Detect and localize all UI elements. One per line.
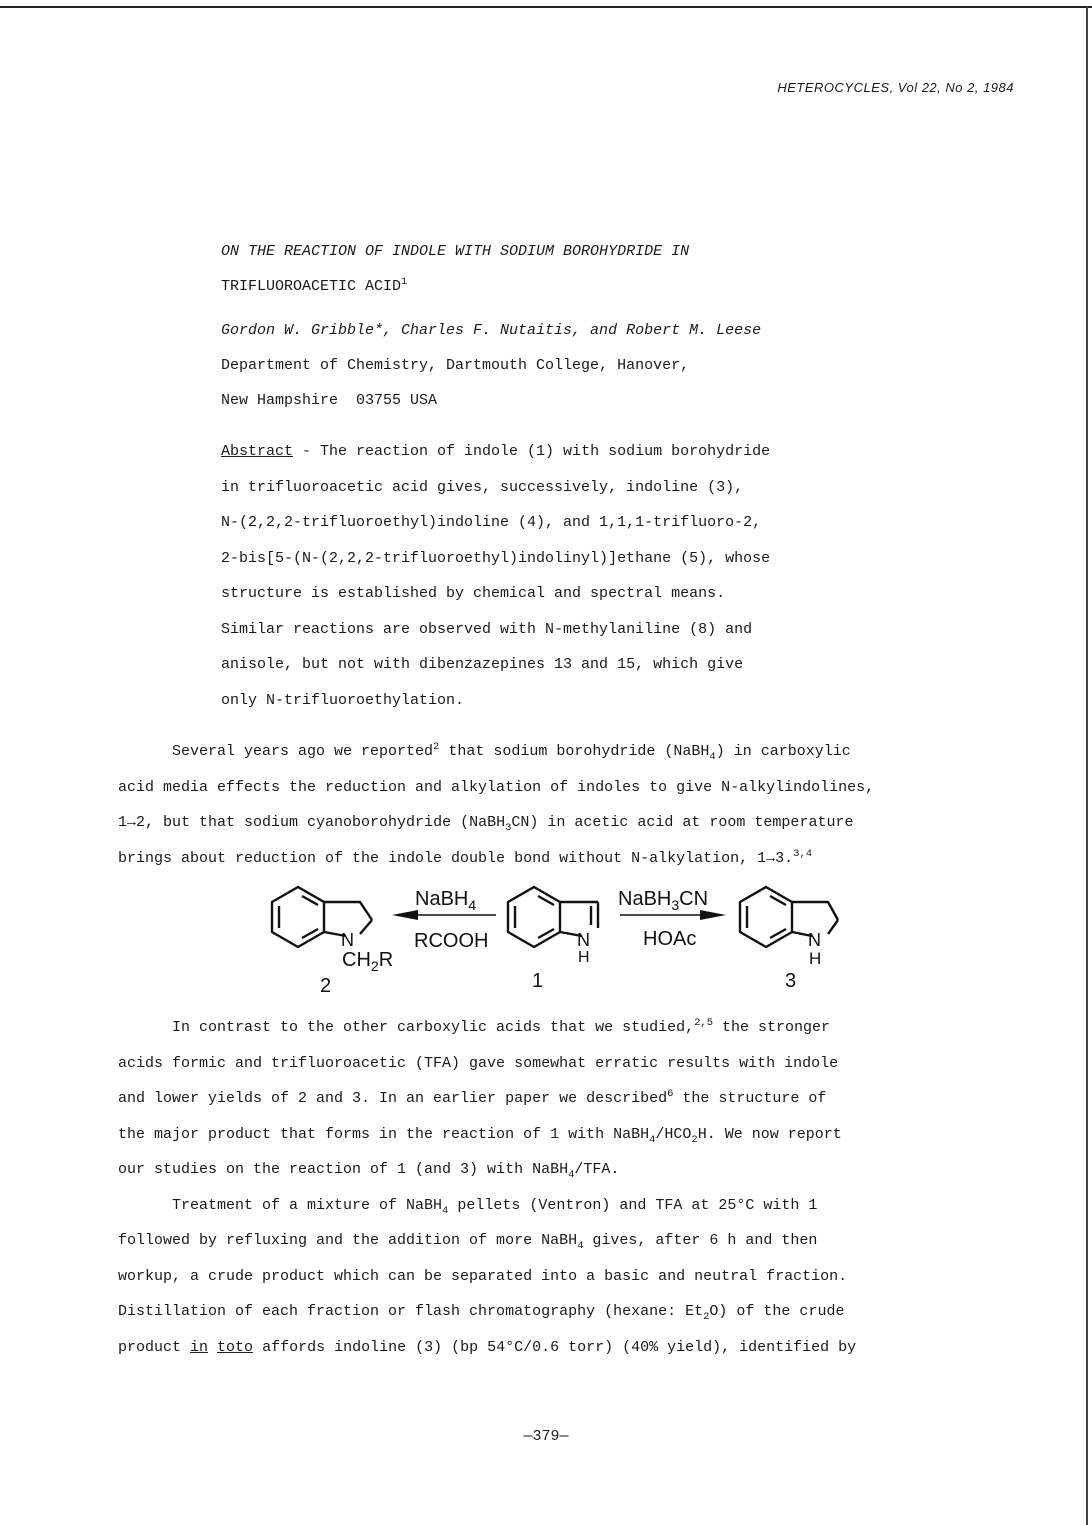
p3-l1-sub: 4 — [442, 1204, 449, 1217]
p2-line-1 — [118, 1010, 856, 1046]
p1-line-3 — [118, 805, 874, 841]
p1-l1-sup: 2 — [433, 741, 440, 753]
p3-l5b: affords indoline (3) (bp 54°C/0.6 torr) (40% yield), identified by — [253, 1338, 857, 1356]
p3-l4a: Distillation of each fraction or flash chromatography (hexane: Et — [118, 1303, 704, 1320]
abstract-line-8: only N-trifluoroethylation. — [221, 691, 465, 709]
p1-l4b: 1→3 — [757, 849, 785, 867]
abstract-line-6: Similar reactions are observed with N-methylaniline (8) and — [221, 620, 753, 638]
compound-label-2: 2 — [320, 975, 332, 997]
molecule-3-structure — [740, 887, 838, 947]
p3-in: in — [190, 1338, 209, 1356]
abstract-line-4: 2-bis[5-(N-(2,2,2-trifluoroethyl)indolinyl)]ethane (5), whose — [221, 549, 771, 567]
right-rule — [1086, 6, 1088, 1525]
p1-l4c: . — [784, 849, 794, 867]
reaction-scheme — [250, 872, 850, 1002]
p3-l4-sub: 2 — [703, 1311, 710, 1323]
molecule-2-structure — [272, 887, 372, 947]
p2-l4-sub2: 2 — [691, 1133, 698, 1146]
p1-l1-sub: 4 — [709, 751, 716, 763]
p3-l2a: followed by refluxing and the addition of more NaBH — [118, 1232, 578, 1249]
p2-l3b: the structure of — [673, 1090, 827, 1107]
p2-l1-sup: 2,5 — [694, 1017, 713, 1029]
p3-line-5 — [118, 1330, 856, 1366]
p1-l4-sup: 3,4 — [793, 847, 813, 860]
p2-l1a: In contrast to the other carboxylic acids that we studied, — [172, 1019, 695, 1036]
compound-label-1: 1 — [532, 970, 544, 992]
p2-l5-sub: 4 — [568, 1169, 575, 1181]
paragraph-2 — [118, 1010, 856, 1365]
molecule-1-n: N — [577, 930, 590, 950]
abstract-line — [221, 434, 891, 470]
p2-l4a: the major product that forms in the reaction of 1 with NaBH — [118, 1125, 650, 1143]
affiliation-line-2: New Hampshire 03755 USA — [221, 392, 438, 409]
p1-line-4 — [118, 841, 874, 877]
p2-l4c: H. We now report — [697, 1125, 842, 1143]
article-title — [221, 234, 689, 304]
p3-l1a: Treatment of a mixture of NaBH — [172, 1196, 443, 1214]
title-line-2-text: TRIFLUOROACETIC ACID — [221, 278, 402, 295]
author-names: Gordon W. Gribble*, Charles F. Nutaitis, and Robert M. Leese — [221, 322, 762, 339]
p3-l2b: gives, after 6 h and then — [583, 1232, 818, 1249]
p1-l3b: , but that sodium cyanoborohydride (NaBH — [145, 814, 506, 831]
paragraph-1 — [118, 734, 874, 876]
abstract-line-2: in trifluoroacetic acid gives, successively, indoline (3), — [221, 478, 744, 496]
p1-line-1 — [118, 734, 874, 770]
p3-l2-sub: 4 — [577, 1240, 584, 1252]
p2-line-3 — [118, 1081, 856, 1117]
left-reagent-bottom: RCOOH — [414, 930, 489, 952]
molecule-1-h: H — [578, 949, 590, 966]
title-line-2 — [221, 269, 689, 304]
p1-l1a: Several years ago we reported — [172, 743, 434, 760]
affiliation-line-1: Department of Chemistry, Dartmouth College, Hanover, — [221, 357, 690, 374]
p3-l5a: product — [118, 1338, 191, 1356]
p2-line-4 — [118, 1117, 856, 1153]
p3-line-4 — [118, 1294, 856, 1330]
right-reagent-bottom: HOAc — [643, 928, 697, 950]
p1-l3-sub: 3 — [505, 822, 512, 834]
abstract-line-5: structure is established by chemical and spectral means. — [221, 585, 726, 602]
p1-l1c: ) in carboxylic — [715, 743, 851, 760]
p2-l1b: the stronger — [713, 1019, 831, 1036]
p3-space — [208, 1339, 217, 1356]
left-reagent-top: NaBH$_4$ — [415, 888, 477, 913]
left-arrow — [392, 910, 496, 920]
molecule-3-n: N — [808, 930, 821, 950]
p2-l5a: our studies on the reaction of 1 (and 3) with NaBH — [118, 1161, 569, 1178]
p1-l4a: brings about reduction of the indole double bond without N-alkylation, — [118, 849, 758, 867]
p2-l3a: and lower yields of 2 and 3. In an earlier paper we described — [118, 1090, 668, 1107]
p3-line-1 — [118, 1188, 856, 1224]
right-reagent-top: NaBH$_3$CN — [618, 888, 709, 913]
author-block — [221, 313, 761, 418]
p3-line-2 — [118, 1223, 856, 1259]
top-rule — [0, 6, 1092, 8]
molecule-2-substituent: $CH_2R$ — [342, 949, 394, 974]
p3-l1b: pellets (Ventron) and TFA at 25°C with 1 — [448, 1196, 818, 1214]
molecule-2-n: N — [341, 930, 354, 950]
p2-l4-sub1: 4 — [649, 1133, 656, 1146]
p2-line-2: acids formic and trifluoroacetic (TFA) gave somewhat erratic results with indole — [118, 1054, 839, 1072]
compound-label-3: 3 — [785, 970, 797, 992]
p2-line-5 — [118, 1152, 856, 1188]
p1-l3a: 1→2 — [118, 814, 146, 831]
page-number: —379— — [523, 1428, 569, 1445]
p3-l4b: O) of the crude — [709, 1303, 845, 1320]
p2-l5b: /TFA. — [574, 1161, 620, 1178]
p1-line-2: acid media effects the reduction and alkylation of indoles to give N-alkylindolines, — [118, 778, 875, 796]
p1-l3c: CN) in acetic acid at room temperature — [511, 814, 854, 831]
abstract-label: Abstract — [221, 443, 294, 460]
molecule-3-h: H — [809, 949, 822, 968]
abstract-line-1: - The reaction of indole (1) with sodium borohydride — [293, 443, 771, 460]
abstract-line-7: anisole, but not with dibenzazepines 13 and 15, which give — [221, 656, 744, 673]
title-line-1: ON THE REACTION OF INDOLE WITH SODIUM BOROHYDRIDE IN — [221, 243, 690, 260]
p2-l4b: /HCO — [655, 1125, 692, 1143]
p2-l3-sup: 6 — [667, 1088, 674, 1100]
p1-l1b: that sodium borohydride (NaBH — [439, 743, 710, 760]
abstract — [221, 434, 891, 718]
p3-line-3: workup, a crude product which can be separated into a basic and neutral fraction. — [118, 1267, 848, 1285]
p3-toto: toto — [217, 1338, 254, 1356]
title-footnote: 1 — [401, 276, 408, 288]
abstract-line-3: N-(2,2,2-trifluoroethyl)indoline (4), and 1,1,1-trifluoro-2, — [221, 514, 762, 531]
journal-header: HETEROCYCLES, Vol 22, No 2, 1984 — [777, 80, 1014, 95]
